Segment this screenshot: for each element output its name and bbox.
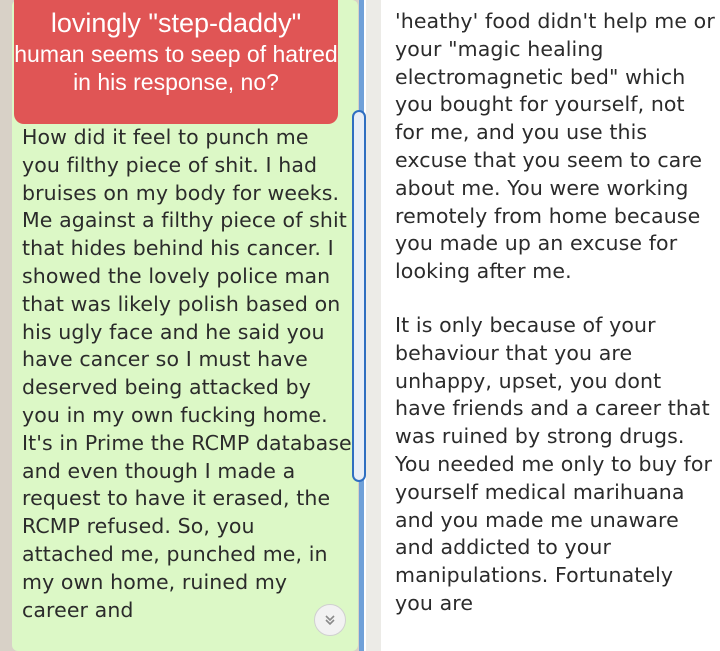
caption-title: lovingly "step-daddy" bbox=[50, 8, 302, 38]
incoming-paragraph-2: It is only because of your behaviour that you are unhappy, upset, you dont have friends and a career that was ruined by strong drugs. You needed me only to buy for yourself medical marihuana and you made me unaware and addicted to your manipulations. Fortunately you are bbox=[395, 312, 713, 615]
caption-subtitle: human seems to seep of hatred in his response, no? bbox=[14, 41, 338, 95]
double-chevron-down-icon bbox=[323, 613, 337, 627]
incoming-paragraph-1: 'heathy' food didn't help me or your "magic healing electromagnetic bed" which you bought for yourself, not for me, and you use this excuse that you seem to care about me. You were working remotely from home because you made up an excuse for looking after me. bbox=[395, 9, 715, 284]
scrollbar-thumb[interactable] bbox=[352, 110, 366, 482]
caption-overlay bbox=[14, 0, 338, 124]
incoming-message-text bbox=[395, 8, 717, 618]
scroll-to-bottom-button[interactable] bbox=[314, 604, 346, 636]
outgoing-message-text: How did it feel to punch me you filthy piece of shit. I had bruises on my body for weeks. Me against a filthy piece of shit that hides behind his cancer. I showed the lovely police man that was likely polish based on his ugly face and he said you have cancer so I must have deserved being attacked by you in my own fucking home. It's in Prime the RCMP database and even though I made a request to have it erased, the RCMP refused. So, you attached me, punched me, in my own home, ruined my career and bbox=[22, 125, 352, 622]
